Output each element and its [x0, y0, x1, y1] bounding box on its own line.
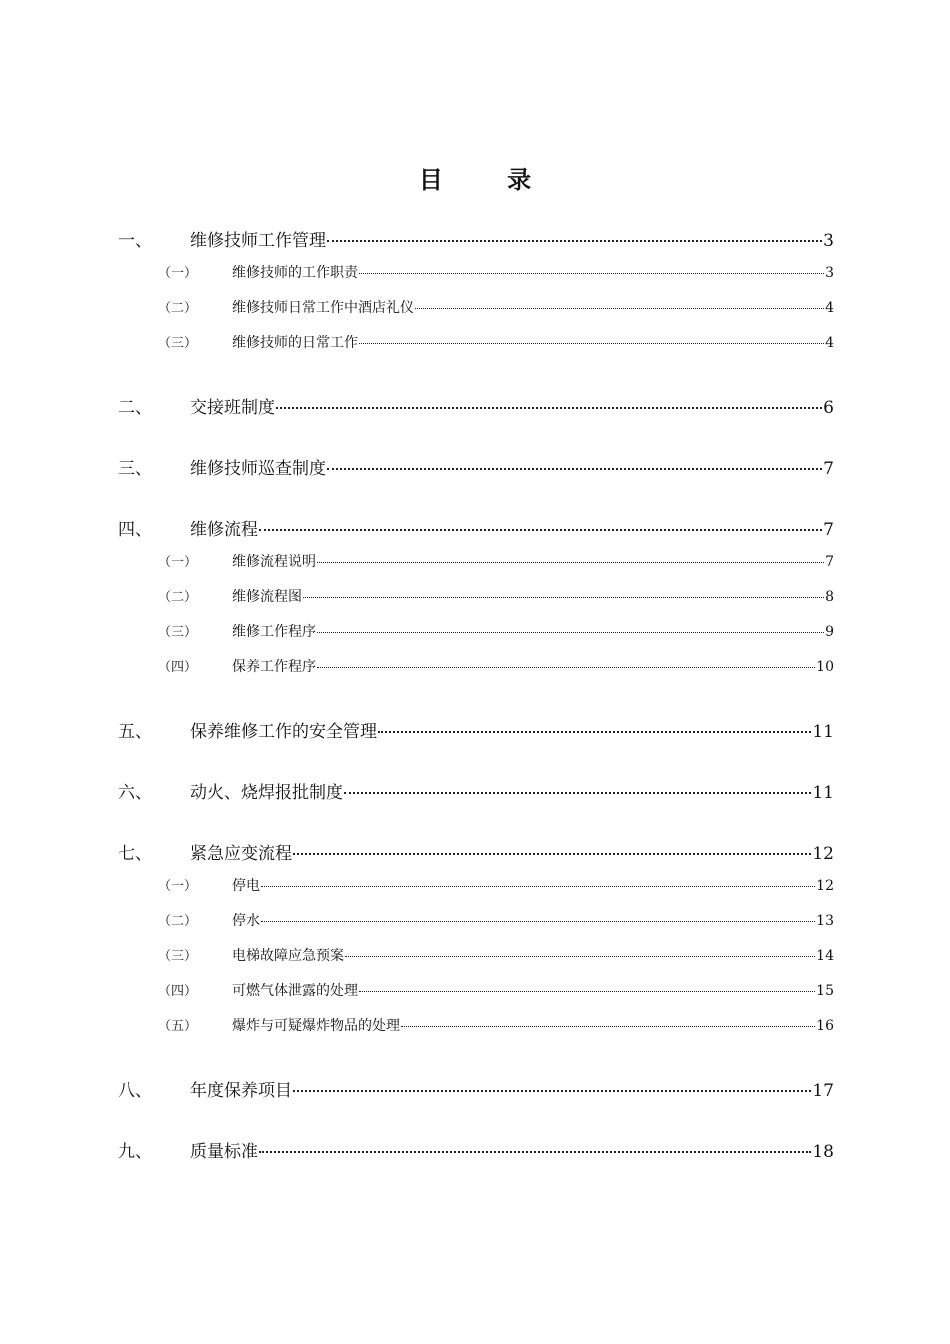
toc-entry-title: 维修流程 [190, 520, 258, 540]
toc-entry-page: 10 [816, 659, 834, 675]
toc-entry-title: 保养工作程序 [232, 659, 316, 675]
toc-entry-number: （一） [158, 266, 198, 281]
toc-entry-number: （二） [158, 301, 198, 316]
toc-dot-leader [261, 921, 815, 922]
toc-entry-number: 九、 [118, 1142, 152, 1162]
toc-entry-number: （三） [158, 949, 198, 964]
toc-entry[interactable] [118, 454, 834, 480]
toc-entry[interactable] [118, 839, 834, 865]
toc-entry-title: 维修技师工作管理 [190, 231, 326, 251]
toc-dot-leader [276, 407, 822, 409]
toc-entry-page: 14 [816, 948, 834, 964]
toc-entry-title: 交接班制度 [190, 398, 275, 418]
toc-entry-number: （五） [158, 1019, 198, 1034]
toc-dot-leader [359, 273, 824, 274]
toc-entry-page: 12 [812, 844, 834, 864]
toc-dot-leader [327, 468, 822, 470]
toc-entry-page: 13 [816, 913, 834, 929]
toc-dot-leader [293, 1090, 811, 1092]
toc-subentry[interactable] [118, 586, 834, 612]
toc-entry[interactable] [118, 1137, 834, 1163]
toc-entry-title: 维修工作程序 [232, 624, 316, 640]
toc-entry[interactable] [118, 226, 834, 252]
toc-entry-title: 停电 [232, 878, 260, 894]
toc-dot-leader [345, 956, 815, 957]
toc-dot-leader [401, 1026, 815, 1027]
toc-dot-leader [415, 308, 824, 309]
toc-entry-page: 11 [812, 783, 834, 803]
table-of-contents [118, 226, 834, 1163]
toc-entry-number: 三、 [118, 459, 152, 479]
toc-entry-title: 停水 [232, 913, 260, 929]
toc-entry-number: （三） [158, 336, 198, 351]
toc-entry-number: 六、 [118, 783, 152, 803]
toc-dot-leader [327, 240, 822, 242]
toc-entry-page: 4 [825, 300, 834, 316]
toc-entry-number: 八、 [118, 1081, 152, 1101]
toc-entry-number: （二） [158, 914, 198, 929]
toc-entry-number: 一、 [118, 231, 152, 251]
toc-entry[interactable] [118, 717, 834, 743]
toc-entry[interactable] [118, 778, 834, 804]
toc-entry-title: 年度保养项目 [190, 1081, 292, 1101]
toc-entry-page: 16 [816, 1018, 834, 1034]
toc-dot-leader [359, 343, 824, 344]
toc-entry-page: 15 [816, 983, 834, 999]
toc-dot-leader [303, 597, 824, 598]
toc-subentry[interactable] [118, 875, 834, 901]
toc-dot-leader [378, 731, 811, 733]
toc-subentry[interactable] [118, 945, 834, 971]
toc-dot-leader [317, 562, 824, 563]
toc-dot-leader [261, 886, 815, 887]
toc-dot-leader [317, 667, 815, 668]
toc-entry-title: 维修技师日常工作中酒店礼仪 [232, 300, 414, 316]
toc-entry-title: 动火、烧焊报批制度 [190, 783, 343, 803]
toc-entry-number: （三） [158, 625, 198, 640]
toc-entry-number: （四） [158, 660, 198, 675]
toc-dot-leader [317, 632, 824, 633]
toc-entry-title: 维修流程图 [232, 589, 302, 605]
toc-dot-leader [259, 529, 822, 531]
toc-entry-page: 7 [823, 459, 834, 479]
toc-subentry[interactable] [118, 621, 834, 647]
toc-entry-title: 维修技师巡查制度 [190, 459, 326, 479]
toc-entry-number: 二、 [118, 398, 152, 418]
toc-subentry[interactable] [118, 980, 834, 1006]
toc-entry-number: 五、 [118, 722, 152, 742]
toc-entry-page: 11 [812, 722, 834, 742]
toc-entry-number: （二） [158, 590, 198, 605]
toc-entry-page: 7 [825, 554, 834, 570]
toc-subentry[interactable] [118, 332, 834, 358]
toc-entry-page: 3 [823, 231, 834, 251]
toc-entry-number: （四） [158, 984, 198, 999]
toc-entry-page: 6 [823, 398, 834, 418]
toc-entry-page: 18 [812, 1142, 834, 1162]
toc-entry-title: 维修流程说明 [232, 554, 316, 570]
toc-entry-title: 紧急应变流程 [190, 844, 292, 864]
toc-entry-page: 9 [825, 624, 834, 640]
toc-entry-title: 爆炸与可疑爆炸物品的处理 [232, 1018, 400, 1034]
toc-subentry[interactable] [118, 262, 834, 288]
toc-entry-title: 质量标准 [190, 1142, 258, 1162]
toc-entry[interactable] [118, 393, 834, 419]
toc-entry-page: 12 [816, 878, 834, 894]
toc-entry-page: 17 [812, 1081, 834, 1101]
toc-entry-title: 电梯故障应急预案 [232, 948, 344, 964]
toc-entry-number: （一） [158, 555, 198, 570]
toc-subentry[interactable] [118, 1015, 834, 1041]
toc-subentry[interactable] [118, 297, 834, 323]
toc-entry-number: 七、 [118, 844, 152, 864]
page-title: 目 录 [418, 165, 560, 194]
toc-dot-leader [359, 991, 815, 992]
toc-entry-page: 3 [825, 265, 834, 281]
toc-entry[interactable] [118, 1076, 834, 1102]
toc-subentry[interactable] [118, 656, 834, 682]
toc-entry-title: 保养维修工作的安全管理 [190, 722, 377, 742]
toc-entry-title: 可燃气体泄露的处理 [232, 983, 358, 999]
toc-entry-page: 4 [825, 335, 834, 351]
toc-dot-leader [344, 792, 811, 794]
toc-subentry[interactable] [118, 551, 834, 577]
toc-entry-title: 维修技师的工作职责 [232, 265, 358, 281]
toc-subentry[interactable] [118, 910, 834, 936]
toc-entry-number: （一） [158, 879, 198, 894]
toc-entry-page: 8 [825, 589, 834, 605]
toc-dot-leader [293, 853, 811, 855]
toc-dot-leader [259, 1151, 811, 1153]
toc-entry-title: 维修技师的日常工作 [232, 335, 358, 351]
toc-entry[interactable] [118, 515, 834, 541]
toc-entry-page: 7 [823, 520, 834, 540]
toc-entry-number: 四、 [118, 520, 152, 540]
